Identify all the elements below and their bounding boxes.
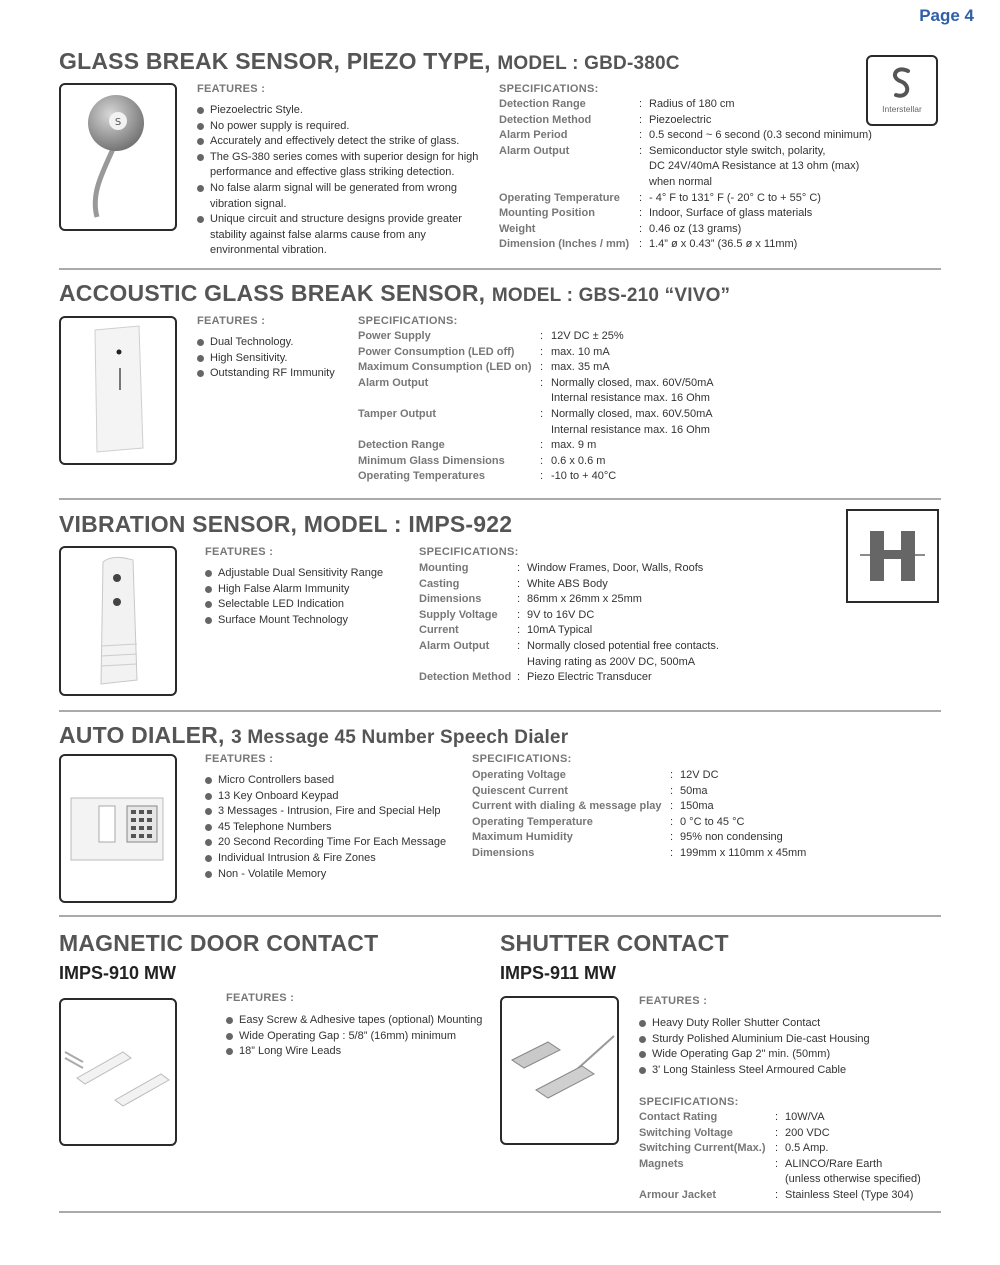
- feature-item: Easy Screw & Adhesive tapes (optional) Mounting: [226, 1013, 496, 1029]
- spec-row: [499, 128, 872, 144]
- spec-key: Operating Temperatures: [358, 470, 485, 483]
- spec-colon: :: [639, 144, 643, 157]
- spec-colon: :: [670, 831, 674, 844]
- feature-item: Wide Operating Gap : 5/8” (16mm) minimum: [226, 1029, 496, 1045]
- logo-text: Interstellar: [882, 104, 922, 114]
- spec-colon: :: [639, 238, 643, 251]
- specifications-label: SPECIFICATIONS:: [419, 546, 519, 558]
- specifications-label: SPECIFICATIONS:: [639, 1096, 739, 1108]
- spec-key: Dimension (Inches / mm): [499, 238, 630, 251]
- feature-item: 13 Key Onboard Keypad: [205, 789, 460, 805]
- section-divider: [59, 498, 941, 500]
- spec-colon: :: [517, 624, 521, 637]
- spec-row: [419, 561, 719, 577]
- feature-item: High False Alarm Immunity: [205, 582, 405, 598]
- features-list-gbd: [197, 103, 487, 259]
- feature-item: Individual Intrusion & Fire Zones: [205, 851, 460, 867]
- product-image-dialer: [59, 754, 177, 903]
- spec-key: Power Supply: [358, 330, 431, 342]
- spec-value: 12V DC ± 25%: [551, 330, 624, 342]
- spec-key: Casting: [419, 577, 460, 590]
- specs-table-vib: [419, 561, 719, 686]
- spec-row: [358, 438, 714, 454]
- specifications-label: SPECIFICATIONS:: [499, 83, 599, 95]
- spec-key: Detection Method: [419, 671, 512, 684]
- spec-key: Current: [419, 624, 459, 637]
- spec-row: [358, 360, 714, 376]
- vibration-sensor-illustration: [61, 548, 175, 694]
- spec-row: [639, 1188, 921, 1204]
- features-label: FEATURES :: [205, 546, 274, 558]
- spec-colon: :: [540, 330, 544, 342]
- spec-value: Piezoelectric: [649, 113, 712, 126]
- title-model: MODEL : GBD-380C: [497, 53, 680, 74]
- feature-item: Adjustable Dual Sensitivity Range: [205, 566, 405, 582]
- section-title-vib: VIBRATION SENSOR, MODEL : IMPS-922: [59, 511, 513, 537]
- spec-row: [499, 144, 872, 191]
- feature-item: Selectable LED Indication: [205, 597, 405, 613]
- spec-row: [358, 345, 714, 361]
- spec-colon: :: [670, 800, 674, 813]
- features-list-shutter: [639, 1016, 919, 1078]
- spec-key: Dimensions: [472, 846, 535, 859]
- features-label: FEATURES :: [197, 83, 266, 95]
- spec-key: Quiescent Current: [472, 784, 568, 797]
- spec-value: Stainless Steel (Type 304): [785, 1188, 914, 1201]
- feature-item: 3' Long Stainless Steel Armoured Cable: [639, 1063, 919, 1079]
- feature-item: Surface Mount Technology: [205, 613, 405, 629]
- spec-value: 10W/VA: [785, 1111, 825, 1123]
- spec-row: [419, 592, 719, 608]
- spec-row: [499, 206, 872, 222]
- spec-value: Normally closed, max. 60V.50mA Internal resistance max. 16 Ohm: [551, 407, 713, 436]
- spec-row: [419, 608, 719, 624]
- spec-value: ALINCO/Rare Earth (unless otherwise specified): [785, 1157, 921, 1186]
- model-number-mag: IMPS-910 MW: [59, 963, 177, 983]
- spec-row: [499, 237, 872, 253]
- spec-value: Semiconductor style switch, polarity, DC 24V/40mA Resistance at 13 ohm (max) when normal: [649, 144, 860, 188]
- spec-value: Window Frames, Door, Walls, Roofs: [527, 562, 704, 574]
- spec-colon: :: [670, 815, 674, 828]
- title-main: ACCOUSTIC GLASS BREAK SENSOR,: [59, 280, 486, 306]
- glass-break-sensor-illustration: [61, 85, 175, 229]
- spec-row: [472, 846, 806, 862]
- spec-value: Radius of 180 cm: [649, 98, 735, 110]
- spec-value: 0.5 Amp.: [785, 1142, 829, 1155]
- feature-item: Dual Technology.: [197, 335, 347, 351]
- spec-colon: :: [517, 671, 521, 684]
- spec-colon: :: [639, 191, 643, 204]
- feature-item: Unique circuit and structure designs provide greater stability against false alarms cause from any environmental vibration.: [197, 212, 487, 259]
- spec-row: [499, 113, 872, 129]
- feature-item: 18” Long Wire Leads: [226, 1044, 496, 1060]
- spec-row: [419, 577, 719, 593]
- feature-item: No power supply is required.: [197, 119, 487, 135]
- spec-colon: :: [517, 608, 521, 621]
- spec-value: Normally closed potential free contacts. Having rating as 200V DC, 500mA: [527, 639, 719, 668]
- spec-colon: :: [517, 639, 521, 652]
- spec-key: Alarm Output: [419, 639, 490, 652]
- spec-row: [499, 222, 872, 238]
- feature-item: Accurately and effectively detect the strike of glass.: [197, 134, 487, 150]
- page-number: Page 4: [919, 6, 974, 25]
- spec-colon: :: [775, 1126, 779, 1139]
- spec-row: [419, 670, 719, 686]
- spec-key: Detection Range: [499, 98, 586, 110]
- spec-value: 1.4” ø x 0.43” (36.5 ø x 11mm): [649, 238, 798, 251]
- spec-value: 12V DC: [680, 769, 719, 781]
- spec-colon: :: [540, 439, 544, 452]
- spec-row: [639, 1141, 921, 1157]
- spec-value: 86mm x 26mm x 25mm: [527, 593, 642, 606]
- spec-row: [358, 329, 714, 345]
- spec-key: Armour Jacket: [639, 1188, 717, 1201]
- spec-value: Piezo Electric Transducer: [527, 671, 652, 684]
- spec-value: White ABS Body: [527, 577, 608, 590]
- feature-item: The GS-380 series comes with superior design for high performance and effective glass striking detection.: [197, 150, 487, 181]
- spec-value: Indoor, Surface of glass materials: [649, 207, 813, 220]
- spec-row: [472, 784, 806, 800]
- spec-colon: :: [639, 98, 643, 110]
- spec-colon: :: [540, 345, 544, 358]
- spec-value: -10 to + 40°C: [551, 470, 617, 483]
- feature-item: 45 Telephone Numbers: [205, 820, 460, 836]
- title-main: GLASS BREAK SENSOR, PIEZO TYPE,: [59, 48, 491, 74]
- spec-row: [419, 623, 719, 639]
- spec-colon: :: [670, 846, 674, 859]
- section-title-gbs: [59, 280, 730, 307]
- title-model: MODEL : GBS-210 “VIVO”: [491, 285, 731, 306]
- spec-colon: :: [517, 577, 521, 590]
- spec-value: 10mA Typical: [527, 624, 593, 637]
- magnetic-contact-illustration: [61, 1000, 175, 1144]
- spec-colon: :: [517, 593, 521, 606]
- spec-key: Alarm Output: [499, 144, 570, 157]
- shutter-contact-illustration: [502, 998, 617, 1143]
- spec-value: 0.6 x 0.6 m: [551, 454, 606, 467]
- spec-colon: :: [775, 1157, 779, 1170]
- spec-key: Alarm Output: [358, 376, 429, 389]
- section-title-dialer: [59, 722, 568, 749]
- spec-colon: :: [639, 113, 643, 126]
- spec-key: Operating Voltage: [472, 769, 566, 781]
- section-title-gbd: [59, 48, 680, 75]
- feature-item: Outstanding RF Immunity: [197, 366, 347, 382]
- features-list-vib: [205, 566, 405, 628]
- title-main: AUTO DIALER,: [59, 722, 225, 748]
- spec-key: Switching Current(Max.): [639, 1142, 766, 1155]
- spec-colon: :: [670, 784, 674, 797]
- features-list-dialer: [205, 773, 460, 882]
- spec-key: Mounting: [419, 562, 469, 574]
- section-divider: [59, 1211, 941, 1213]
- features-label: FEATURES :: [639, 995, 708, 1007]
- acoustic-sensor-illustration: [61, 318, 175, 463]
- feature-item: Wide Operating Gap 2" min. (50mm): [639, 1047, 919, 1063]
- model-number-shutter: IMPS-911 MW: [500, 963, 617, 983]
- spec-key: Minimum Glass Dimensions: [358, 454, 505, 467]
- spec-value: 150ma: [680, 800, 714, 813]
- features-list-mag: [226, 1013, 496, 1060]
- spec-value: max. 10 mA: [551, 345, 610, 358]
- specifications-label: SPECIFICATIONS:: [472, 753, 572, 765]
- spec-row: [472, 815, 806, 831]
- spec-key: Supply Voltage: [419, 608, 498, 621]
- spec-row: [358, 454, 714, 470]
- auto-dialer-illustration: [61, 756, 175, 901]
- spec-value: 50ma: [680, 784, 708, 797]
- spec-row: [358, 469, 714, 485]
- spec-key: Power Consumption (LED off): [358, 345, 515, 358]
- product-image-gbd: [59, 83, 177, 231]
- section-title-mag: MAGNETIC DOOR CONTACT: [59, 930, 379, 956]
- spec-value: 200 VDC: [785, 1126, 830, 1139]
- features-list-gbs: [197, 335, 347, 382]
- spec-value: - 4° F to 131° F (- 20° C to + 55° C): [649, 191, 821, 204]
- interstellar-logo-box: [866, 55, 938, 126]
- spec-key: Alarm Period: [499, 129, 568, 142]
- product-image-shutter: [500, 996, 619, 1145]
- h-logo-icon: [848, 511, 937, 601]
- spec-value: max. 35 mA: [551, 361, 610, 374]
- spec-key: Contact Rating: [639, 1111, 718, 1123]
- spec-key: Mounting Position: [499, 207, 595, 220]
- spec-key: Magnets: [639, 1157, 684, 1170]
- section-divider: [59, 710, 941, 712]
- spec-colon: :: [540, 361, 544, 374]
- spec-colon: :: [775, 1111, 779, 1123]
- features-label: FEATURES :: [205, 753, 274, 765]
- spec-key: Weight: [499, 222, 536, 235]
- spec-key: Operating Temperature: [472, 815, 593, 828]
- spec-value: 95% non condensing: [680, 831, 783, 844]
- spec-colon: :: [540, 407, 544, 420]
- h-logo-box: [846, 509, 939, 603]
- feature-item: 20 Second Recording Time For Each Message: [205, 835, 460, 851]
- spec-row: [499, 97, 872, 113]
- spec-row: [472, 830, 806, 846]
- spec-value: 0 °C to 45 °C: [680, 815, 745, 828]
- feature-item: High Sensitivity.: [197, 351, 347, 367]
- spec-value: 0.46 oz (13 grams): [649, 222, 742, 235]
- specs-table-gbs: [358, 329, 714, 485]
- spec-value: 0.5 second ~ 6 second (0.3 second minimum): [649, 129, 872, 142]
- spec-key: Tamper Output: [358, 407, 437, 420]
- svg-text:S: S: [114, 117, 122, 128]
- spec-colon: :: [670, 769, 674, 781]
- spec-row: [358, 376, 714, 407]
- section-title-shutter: SHUTTER CONTACT: [500, 930, 729, 956]
- features-label: FEATURES :: [197, 315, 266, 327]
- spec-colon: :: [639, 222, 643, 235]
- spec-key: Detection Range: [358, 439, 445, 452]
- feature-item: Sturdy Polished Aluminium Die-cast Housing: [639, 1032, 919, 1048]
- specifications-label: SPECIFICATIONS:: [358, 315, 458, 327]
- spec-key: Maximum Humidity: [472, 831, 573, 844]
- spec-key: Detection Method: [499, 113, 592, 126]
- spec-colon: :: [517, 562, 521, 574]
- specs-table-shutter: [639, 1110, 921, 1204]
- feature-item: Piezoelectric Style.: [197, 103, 487, 119]
- specs-table-dialer: [472, 768, 806, 862]
- specs-table-gbd: [499, 97, 872, 253]
- spec-key: Switching Voltage: [639, 1126, 733, 1139]
- spec-row: [419, 639, 719, 670]
- feature-item: No false alarm signal will be generated from wrong vibration signal.: [197, 181, 487, 212]
- spec-key: Dimensions: [419, 593, 482, 606]
- section-divider: [59, 915, 941, 917]
- spec-row: [472, 768, 806, 784]
- product-image-gbs: [59, 316, 177, 465]
- title-model: 3 Message 45 Number Speech Dialer: [231, 727, 569, 748]
- feature-item: Micro Controllers based: [205, 773, 460, 789]
- spec-row: [472, 799, 806, 815]
- spec-colon: :: [639, 207, 643, 220]
- spec-value: 199mm x 110mm x 45mm: [680, 846, 807, 859]
- spec-value: max. 9 m: [551, 439, 597, 452]
- spec-row: [499, 191, 872, 207]
- spec-key: Maximum Consumption (LED on): [358, 361, 532, 374]
- feature-item: 3 Messages - Intrusion, Fire and Special Help: [205, 804, 460, 820]
- product-image-mag: [59, 998, 177, 1146]
- spec-colon: :: [540, 470, 544, 483]
- spec-row: [639, 1110, 921, 1126]
- spec-value: 9V to 16V DC: [527, 608, 595, 621]
- features-label: FEATURES :: [226, 992, 295, 1004]
- spec-key: Current with dialing & message play: [472, 800, 662, 813]
- spec-colon: :: [540, 454, 544, 467]
- spec-row: [358, 407, 714, 438]
- feature-item: Non - Volatile Memory: [205, 867, 460, 883]
- spec-colon: :: [775, 1188, 779, 1201]
- spec-row: [639, 1157, 921, 1188]
- spec-colon: :: [540, 376, 544, 389]
- spec-row: [639, 1126, 921, 1142]
- feature-item: Heavy Duty Roller Shutter Contact: [639, 1016, 919, 1032]
- spec-colon: :: [639, 129, 643, 142]
- spec-colon: :: [775, 1142, 779, 1155]
- section-divider: [59, 268, 941, 270]
- product-image-vib: [59, 546, 177, 696]
- spec-key: Operating Temperature: [499, 191, 620, 204]
- spec-value: Normally closed, max. 60V/50mA Internal resistance max. 16 Ohm: [551, 376, 714, 405]
